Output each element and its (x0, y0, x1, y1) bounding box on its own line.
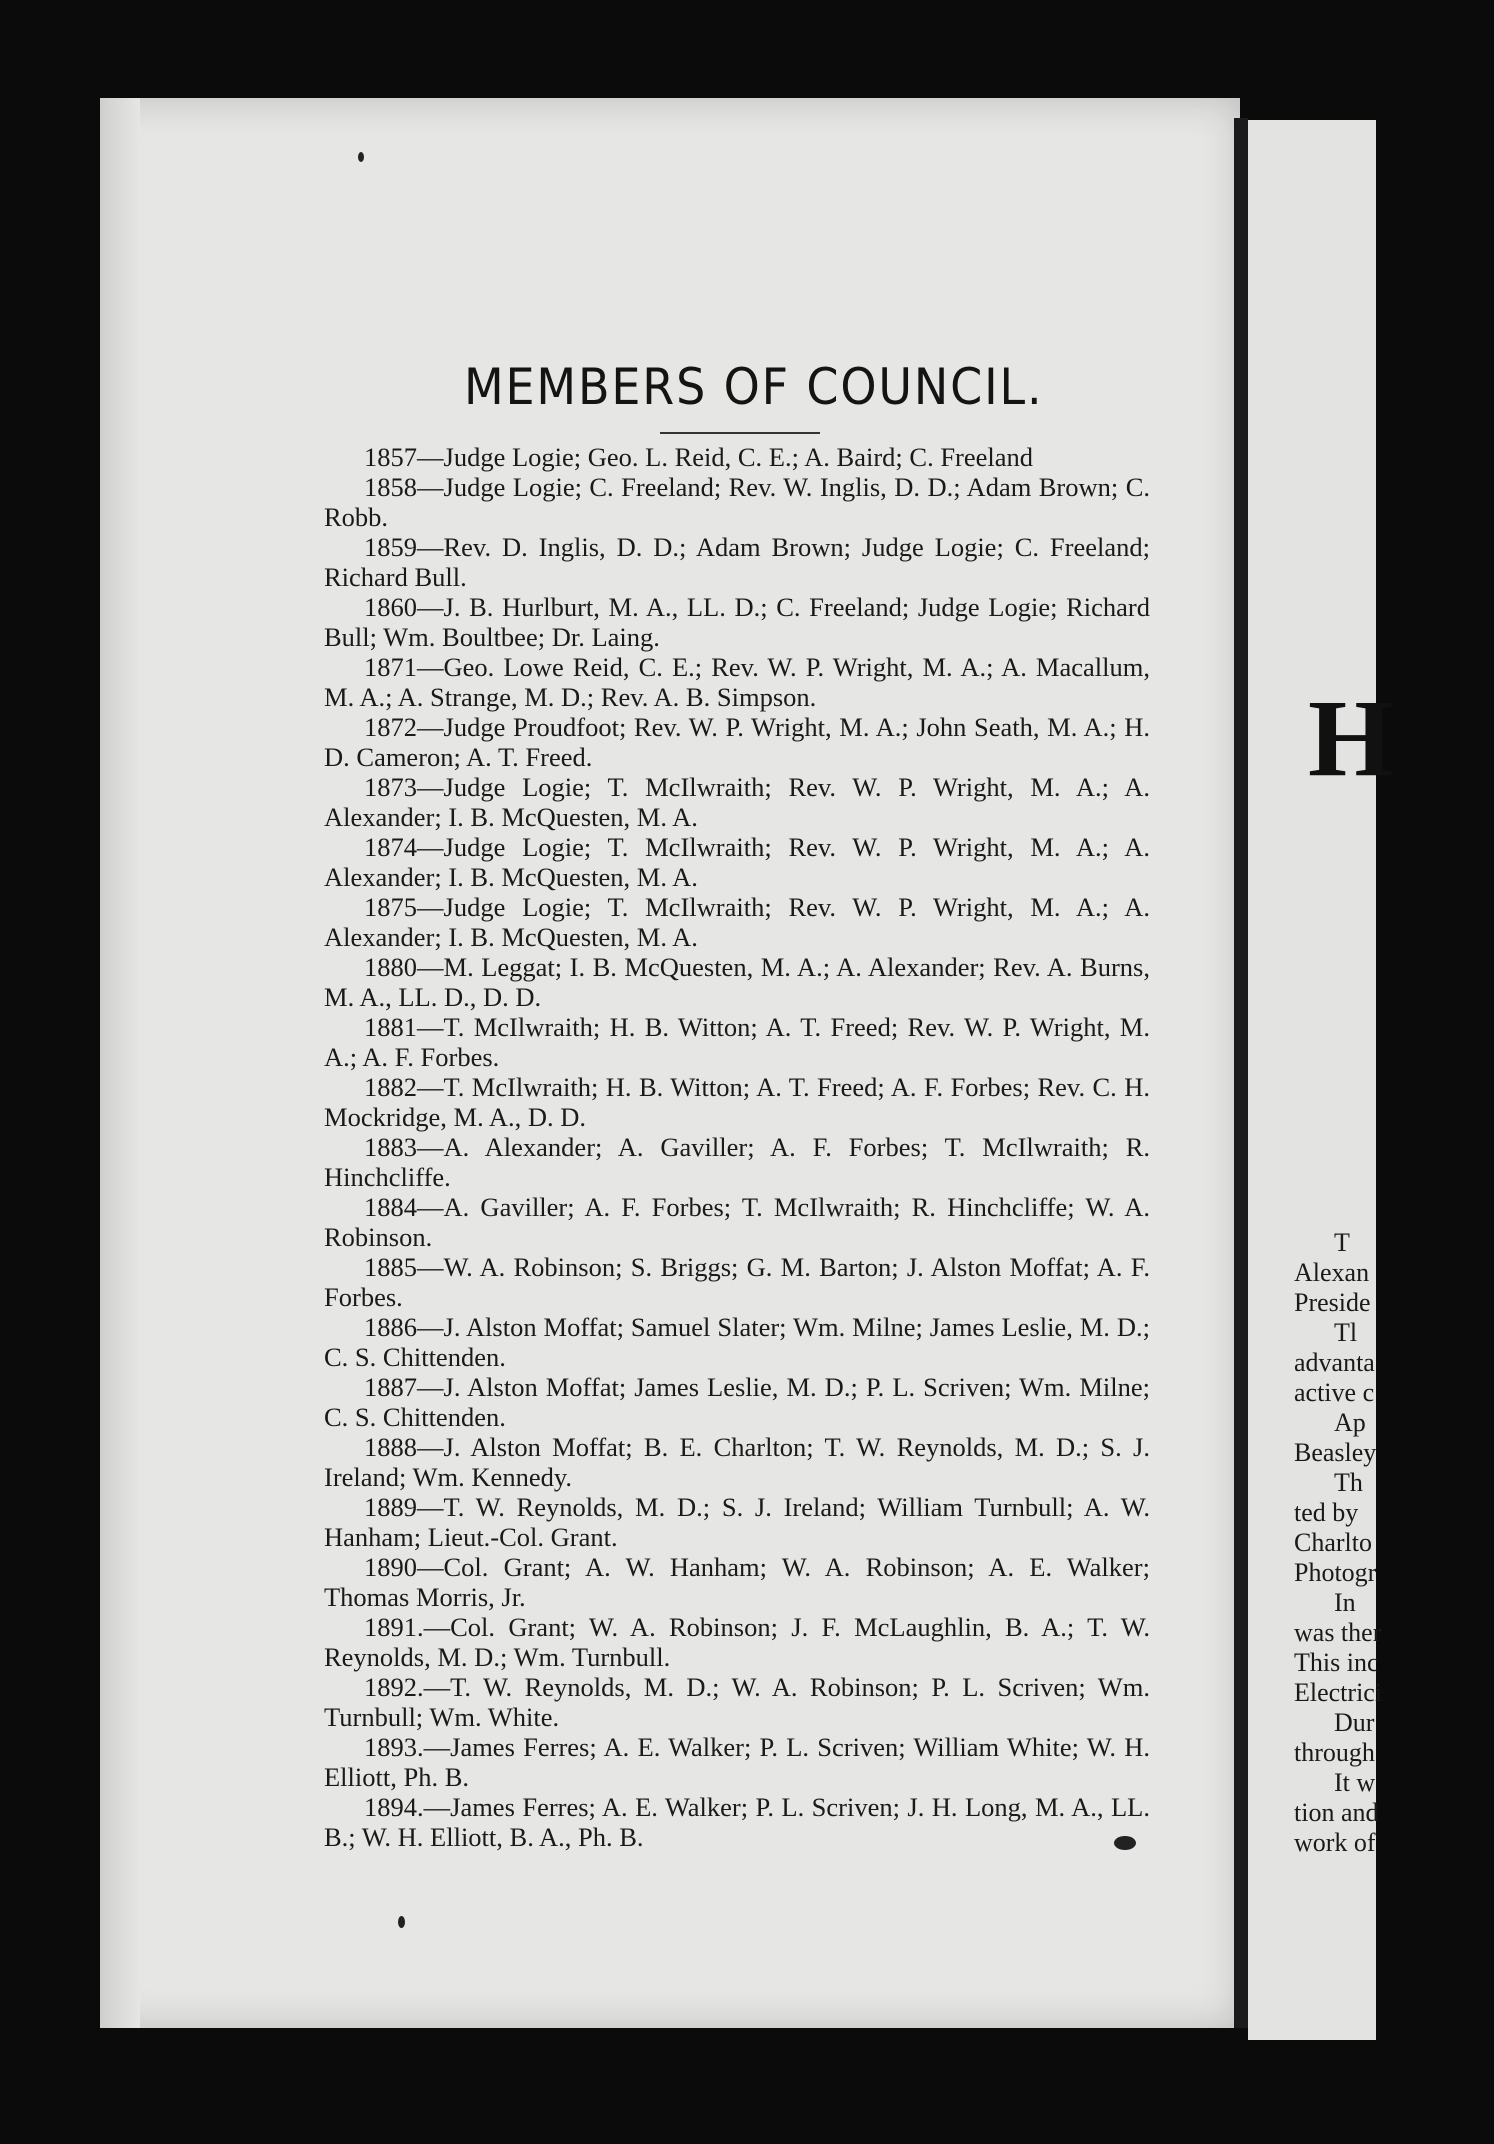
facing-page-line: was ther (1294, 1618, 1382, 1647)
council-entry: 1880—M. Leggat; I. B. McQuesten, M. A.; A. Alexander; Rev. A. Burns, M. A., LL. D., D. D. (324, 952, 1150, 1012)
council-entry: 1892.—T. W. Reynolds, M. D.; W. A. Robinson; P. L. Scriven; Wm. Turnbull; Wm. White. (324, 1672, 1150, 1732)
council-entry: 1859—Rev. D. Inglis, D. D.; Adam Brown; Judge Logie; C. Freeland; Richard Bull. (324, 532, 1150, 592)
facing-page-line: Electrici (1294, 1678, 1383, 1707)
council-entry: 1889—T. W. Reynolds, M. D.; S. J. Ireland; William Turnbull; A. W. Hanham; Lieut.-Col. Grant. (324, 1492, 1150, 1552)
council-entry: 1893.—James Ferres; A. E. Walker; P. L. Scriven; William White; W. H. Elliott, Ph. B. (324, 1732, 1150, 1792)
title-underline (660, 432, 820, 434)
facing-page-line: This inc (1294, 1648, 1379, 1677)
facing-page-line: In (1334, 1588, 1356, 1617)
facing-page-line: tion and (1294, 1798, 1379, 1827)
facing-page-line: Dur (1334, 1708, 1375, 1737)
facing-page-line: advanta (1294, 1348, 1375, 1377)
facing-page-line: ted by (1294, 1498, 1359, 1527)
facing-page-line: Beasley (1294, 1438, 1377, 1467)
council-member-list (324, 442, 1150, 1852)
council-entry: 1883—A. Alexander; A. Gaviller; A. F. Forbes; T. McIlwraith; R. Hinchcliffe. (324, 1132, 1150, 1192)
council-entry: 1894.—James Ferres; A. E. Walker; P. L. Scriven; J. H. Long, M. A., LL. B.; W. H. Elliott, B. A., Ph. B. (324, 1792, 1150, 1852)
council-entry: 1881—T. McIlwraith; H. B. Witton; A. T. Freed; Rev. W. P. Wright, M. A.; A. F. Forbes. (324, 1012, 1150, 1072)
facing-page-line: active c (1294, 1378, 1375, 1407)
council-entry: 1875—Judge Logie; T. McIlwraith; Rev. W. P. Wright, M. A.; A. Alexander; I. B. McQuesten, M. A. (324, 892, 1150, 952)
facing-page-line: work of (1294, 1828, 1376, 1857)
council-entry: 1885—W. A. Robinson; S. Briggs; G. M. Barton; J. Alston Moffat; A. F. Forbes. (324, 1252, 1150, 1312)
council-entry: 1890—Col. Grant; A. W. Hanham; W. A. Robinson; A. E. Walker; Thomas Morris, Jr. (324, 1552, 1150, 1612)
facing-page-line: through (1294, 1738, 1375, 1767)
ink-speck (398, 1916, 405, 1928)
page-title: MEMBERS OF COUNCIL. (464, 358, 1044, 416)
council-entry: 1888—J. Alston Moffat; B. E. Charlton; T. W. Reynolds, M. D.; S. J. Ireland; Wm. Kennedy. (324, 1432, 1150, 1492)
facing-page-line: Preside (1294, 1288, 1371, 1317)
facing-page-text-fragment (1294, 1228, 1494, 1858)
ink-speck (1114, 1836, 1136, 1850)
facing-page-line: T (1334, 1228, 1350, 1257)
facing-page-line: Alexan (1294, 1258, 1370, 1287)
facing-page-fragment (1248, 120, 1394, 2040)
council-entry: 1858—Judge Logie; C. Freeland; Rev. W. Inglis, D. D.; Adam Brown; C. Robb. (324, 472, 1150, 532)
council-entry: 1871—Geo. Lowe Reid, C. E.; Rev. W. P. Wright, M. A.; A. Macallum, M. A.; A. Strange, M. D.; Rev. A. B. Simpson. (324, 652, 1150, 712)
page-edge-shadow (100, 98, 140, 2028)
council-entry: 1886—J. Alston Moffat; Samuel Slater; Wm. Milne; James Leslie, M. D.; C. S. Chittenden. (324, 1312, 1150, 1372)
facing-page-line: Tl (1334, 1318, 1358, 1347)
council-entry: 1874—Judge Logie; T. McIlwraith; Rev. W. P. Wright, M. A.; A. Alexander; I. B. McQuesten, M. A. (324, 832, 1150, 892)
ink-speck (358, 152, 364, 162)
facing-page-line: Charlto (1294, 1528, 1372, 1557)
facing-page-line: It w (1334, 1768, 1376, 1797)
council-entry: 1872—Judge Proudfoot; Rev. W. P. Wright, M. A.; John Seath, M. A.; H. D. Cameron; A. T. Freed. (324, 712, 1150, 772)
council-entry: 1873—Judge Logie; T. McIlwraith; Rev. W. P. Wright, M. A.; A. Alexander; I. B. McQuesten, M. A. (324, 772, 1150, 832)
council-entry: 1857—Judge Logie; Geo. L. Reid, C. E.; A. Baird; C. Freeland (364, 442, 1034, 472)
council-entry: 1891.—Col. Grant; W. A. Robinson; J. F. McLaughlin, B. A.; T. W. Reynolds, M. D.; Wm. Turnbull. (324, 1612, 1150, 1672)
council-entry: 1884—A. Gaviller; A. F. Forbes; T. McIlwraith; R. Hinchcliffe; W. A. Robinson. (324, 1192, 1150, 1252)
facing-page-line: Photogr (1294, 1558, 1377, 1587)
council-entry: 1882—T. McIlwraith; H. B. Witton; A. T. Freed; A. F. Forbes; Rev. C. H. Mockridge, M. A., D. D. (324, 1072, 1150, 1132)
council-entry: 1887—J. Alston Moffat; James Leslie, M. D.; P. L. Scriven; Wm. Milne; C. S. Chittenden. (324, 1372, 1150, 1432)
facing-page-line: Ap (1334, 1408, 1366, 1437)
book-binding-gutter (1234, 118, 1248, 2028)
council-entry: 1860—J. B. Hurlburt, M. A., LL. D.; C. Freeland; Judge Logie; Richard Bull; Wm. Boultbee; Dr. Laing. (324, 592, 1150, 652)
facing-page-heading-fragment: H (1308, 677, 1394, 799)
facing-page-line: Th (1334, 1468, 1363, 1497)
